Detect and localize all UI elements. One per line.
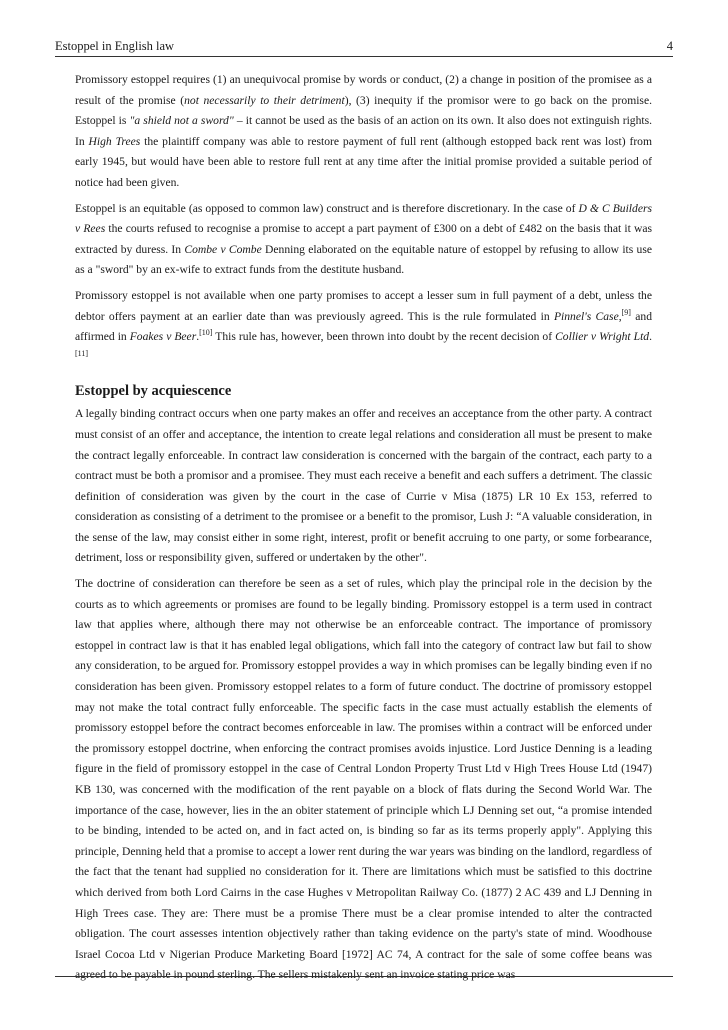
article-body — [75, 70, 652, 986]
running-title: Estoppel in English law — [55, 39, 175, 53]
text: the courts refused to recognise a promise to accept a part payment of £300 on a debt of £482 on the basis that it was extracted by duress. In — [75, 222, 653, 256]
text: and affirmed in — [75, 309, 653, 344]
footnote-ref-11[interactable]: [11] — [75, 348, 89, 358]
text: Promissory estoppel requires (1) an unequivocal promise by words or conduct, (2) a change in position of the promisee as a result of the promise ( — [75, 73, 652, 107]
page-number: 4 — [666, 39, 673, 53]
quote-shield-not-sword: "a shield not a sword" — [129, 114, 234, 128]
paragraph-lesser-sum — [75, 286, 652, 368]
text: the plaintiff company was able to restore payment of full rent (although estopped back rent was lost) from early 1945, but would have been able to restore full rent at any time after the initial promise provided a suitable period of notice had been given. — [75, 134, 652, 189]
footer-divider — [55, 976, 673, 977]
text: – it cannot be used as the basis of an action on its own. It also does not extinguish rights. In — [75, 114, 653, 148]
text: . — [196, 330, 200, 344]
case-name-collier: Collier v Wright Ltd — [555, 330, 650, 344]
emphasis: not necessarily to their detriment — [184, 93, 345, 107]
case-name-high-trees: High Trees — [88, 134, 141, 148]
header-divider — [55, 56, 673, 57]
text: Estoppel is an equitable (as opposed to common law) construct and is therefore discretionary. In the case of — [75, 201, 579, 215]
case-name-combe: Combe v Combe — [184, 242, 262, 256]
paragraph-equitable-construct — [75, 199, 652, 281]
text: , — [618, 309, 622, 323]
text: ), (3) inequity if the promisor were to go back on the promise. Estoppel is — [75, 93, 652, 128]
page-header — [55, 34, 673, 54]
case-name-dc-builders: D & C Builders v Rees — [75, 201, 652, 236]
paragraph-binding-contract: A legally binding contract occurs when one party makes an offer and receives an acceptance from the other party. A contract must consist of an offer and acceptance, the intention to create legal relations and consideration all must be present to make the contract legally enforceable. In contract law consideration is concerned with the bargain of the contract, each party to a contract must be both a promisor and a promisee. They must each receive a benefit and each suffers a detriment. The classic definition of consideration was given by the court in the case of Currie v Misa (1875) LR 10 Ex 153, referred to consideration as consisting of a detriment to the promisee or a benefit to the promisor, Lush J: “A valuable consideration, in the sense of the law, may consist either in some right, interest, profit or benefit accruing to one party, or some forbearance, detriment, loss or responsibility given, suffered or undertaken by the other". — [75, 407, 652, 565]
footnote-ref-10[interactable]: [10] — [199, 328, 213, 338]
text: This rule has, however, been thrown into doubt by the recent decision of — [212, 330, 556, 344]
case-name-pinnels: Pinnel's Case — [553, 309, 619, 323]
paragraph-doctrine-consideration: The doctrine of consideration can therefore be seen as a set of rules, which play the principal role in the decision by the courts as to which agreements or promises are found to be legally binding. Promissory estoppel is a term used in contract law that applies where, although there may not otherwise be an enforceable contract. The importance of promissory estoppel in contract law is that it has enabled legal obligations, which fall into the category of contract law but fail to show any consideration, to be argued for. Promissory estoppel provides a way in which promises can be legally binding even if no consideration has been given. Promissory estoppel relates to a form of future conduct. The doctrine of promissory estoppel may not make the total contract fully enforceable. The specific facts in the case must actually establish the elements of promissory estoppel before the contract becomes enforceable in law. The promises within a contract will be enforced under the promissory estoppel doctrine, when enforcing the contract promises avoids injustice. Lord Justice Denning is a leading figure in the field of promissory estoppel in the case of Central London Property Trust Ltd v High Trees House Ltd (1947) KB 130, was concerned with the modification of the rent payable on a block of flats during the Second World War. The importance of the case, however, lies in the an obiter statement of principle which LJ Denning set out, “a promise intended to be binding, intended to be acted on, and in fact acted on, is binding so far as its terms properly apply". Applying this principle, Denning held that a promise to accept a lower rent during the war years was binding on the landlord, regardless of the fact that the tenant had supplied no consideration for it. There are limitations which must be satisfied to this doctrine which derived from both Lord Cairns in the case Hughes v Metropolitan Railway Co. (1877) 2 AC 439 and LJ Denning in High Trees case. They are: There must be a promise There must be a clear promise intended to alter the contracted obligation. The court assesses intention objectively rather than taking evidence on the party's state of mind. Woodhouse Israel Cocoa Ltd v Nigerian Produce Marketing Board [1972] AC 74, A contract for the sale of some coffee beans was agreed to be payable in pound sterling. The sellers mistakenly sent an invoice stating price was — [75, 577, 652, 982]
text: Promissory estoppel is not available when one party promises to accept a lesser sum in full payment of a debt, unless the debtor offers payment at an earlier date than was previously agreed. This is the rule formulated in — [75, 288, 652, 323]
text: . — [649, 330, 652, 344]
footnote-ref-9[interactable]: [9] — [621, 307, 631, 317]
text: Denning elaborated on the equitable nature of estoppel by refusing to allow its use as a "sword" by an ex-wife to extract funds from the destitute husband. — [75, 242, 653, 277]
case-name-foakes: Foakes v Beer — [129, 330, 197, 344]
section-heading: Estoppel by acquiescence — [75, 383, 232, 400]
paragraph-promissory-requirements — [75, 70, 652, 194]
